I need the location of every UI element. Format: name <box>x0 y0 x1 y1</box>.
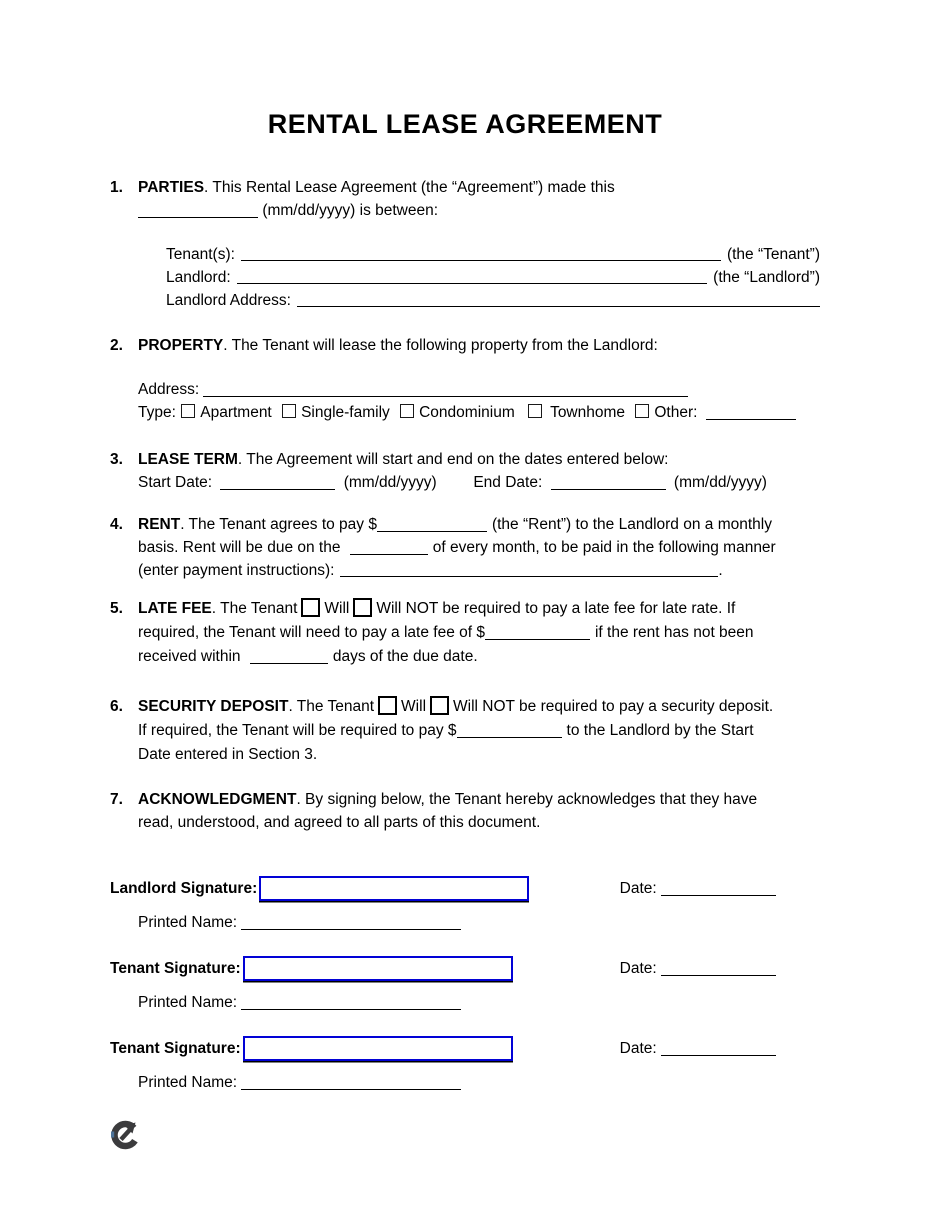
landlord-name-blank <box>237 283 708 284</box>
tenant-printed-name-blank-2 <box>241 1089 461 1090</box>
section-number: 4. <box>110 516 123 533</box>
tenant-signature-field-2[interactable] <box>243 1036 513 1061</box>
section-number: 2. <box>110 337 123 354</box>
property-type-row <box>138 401 820 424</box>
landlord-suffix: (the “Landlord”) <box>713 269 820 286</box>
parties-line1: PARTIES. This Rental Lease Agreement (the “Agreement”) made this <box>138 179 615 196</box>
security-deposit-line2: If required, the Tenant will be required to pay $ to the Landlord by the Start <box>138 722 754 739</box>
landlord-label: Landlord: <box>166 269 231 286</box>
section-number: 1. <box>110 179 123 196</box>
lease-term-dates-row <box>138 471 820 494</box>
type-label: Type: <box>138 404 176 421</box>
tenant-date-group-1 <box>620 957 776 980</box>
date-label: Date: <box>619 1040 657 1057</box>
tenant-signature-field-1[interactable] <box>243 956 513 981</box>
rent-line2: basis. Rent will be due on the of every month, to be paid in the following manner <box>138 539 776 556</box>
date-label: Date: <box>619 960 657 977</box>
section-heading: LATE FEE <box>138 600 212 617</box>
lease-term-line1: LEASE TERM. The Agreement will start and end on the dates entered below: <box>138 451 669 468</box>
tenant-printed-name-row-2 <box>138 1071 820 1094</box>
tenant-signature-row-2 <box>110 1035 820 1062</box>
late-fee-amount-blank <box>485 639 590 640</box>
late-fee-will-checkbox[interactable] <box>301 598 320 617</box>
other-type-blank <box>706 419 796 420</box>
end-date-label: End Date: <box>473 474 543 491</box>
property-address-blank <box>203 396 688 397</box>
tenant-printed-name-blank-1 <box>241 1009 461 1010</box>
section-heading: ACKNOWLEDGMENT <box>138 791 297 808</box>
security-deposit-amount-blank <box>457 737 562 738</box>
tenant-label: Tenant(s): <box>166 246 235 263</box>
security-deposit-will-not-checkbox[interactable] <box>430 696 449 715</box>
section-late-fee <box>110 597 820 669</box>
checkbox-label-townhome: Townhome <box>550 404 626 421</box>
landlord-signature-field[interactable] <box>259 876 529 901</box>
landlord-date-group <box>620 877 776 900</box>
landlord-address-label: Landlord Address: <box>166 292 291 309</box>
landlord-address-blank <box>297 306 820 307</box>
start-date-label: Start Date: <box>138 474 213 491</box>
security-deposit-will-checkbox[interactable] <box>378 696 397 715</box>
section-number: 3. <box>110 451 123 468</box>
printed-name-label: Printed Name: <box>138 994 238 1011</box>
eforms-logo-icon <box>108 1115 820 1160</box>
section-number: 5. <box>110 600 123 617</box>
section-rent <box>110 513 820 582</box>
tenant-name-blank <box>241 260 721 261</box>
section-security-deposit <box>110 695 820 767</box>
section-heading: RENT <box>138 516 181 533</box>
landlord-address-row <box>166 289 820 312</box>
property-line1: PROPERTY. The Tenant will lease the following property from the Landlord: <box>138 337 658 354</box>
landlord-signature-label: Landlord Signature: <box>110 880 258 897</box>
security-deposit-line3: Date entered in Section 3. <box>138 746 318 763</box>
property-address-row <box>138 378 820 401</box>
landlord-printed-name-blank <box>241 929 461 930</box>
tenant-date-blank-2 <box>661 1055 776 1056</box>
section-parties <box>110 176 820 312</box>
checkbox-label-other: Other: <box>654 404 698 421</box>
tenant-date-group-2 <box>620 1037 776 1060</box>
rent-amount-blank <box>377 531 487 532</box>
late-fee-line3: received within days of the due date. <box>138 648 478 665</box>
tenant-row <box>166 243 820 266</box>
late-fee-days-blank <box>250 663 328 664</box>
acknowledgment-line1: ACKNOWLEDGMENT. By signing below, the Tenant hereby acknowledges that they have <box>138 791 758 808</box>
late-fee-line2: required, the Tenant will need to pay a late fee of $ if the rent has not been <box>138 624 754 641</box>
payment-instructions-blank <box>340 576 718 577</box>
checkbox-single-family[interactable] <box>282 404 296 418</box>
section-number: 6. <box>110 698 123 715</box>
landlord-row <box>166 266 820 289</box>
parties-fields <box>166 243 820 312</box>
tenant-signature-label: Tenant Signature: <box>110 960 241 977</box>
printed-name-label: Printed Name: <box>138 1074 238 1091</box>
parties-line2: (mm/dd/yyyy) is between: <box>138 199 820 222</box>
checkbox-apartment[interactable] <box>181 404 195 418</box>
acknowledgment-line2: read, understood, and agreed to all parts of this document. <box>138 814 541 831</box>
security-deposit-line1: SECURITY DEPOSIT. The Tenant Will Will NOT be required to pay a security deposit. <box>138 698 774 715</box>
start-date-blank <box>220 489 335 490</box>
tenant-date-blank-1 <box>661 975 776 976</box>
landlord-signature-row <box>110 875 820 902</box>
section-heading: PARTIES <box>138 179 205 196</box>
section-number: 7. <box>110 791 123 808</box>
rent-line1: RENT. The Tenant agrees to pay $ (the “Rent”) to the Landlord on a monthly <box>138 516 772 533</box>
rent-due-day-blank <box>350 554 428 555</box>
checkbox-other[interactable] <box>635 404 649 418</box>
printed-name-label: Printed Name: <box>138 914 238 931</box>
tenant-signature-row-1 <box>110 955 820 982</box>
start-date-format: (mm/dd/yyyy) <box>343 474 437 491</box>
rent-line3: (enter payment instructions): . <box>138 562 723 579</box>
late-fee-line1: LATE FEE. The Tenant Will Will NOT be required to pay a late fee for late rate. If <box>138 600 736 617</box>
date-label: Date: <box>619 880 657 897</box>
page-title: RENTAL LEASE AGREEMENT <box>267 109 663 139</box>
address-label: Address: <box>138 381 200 398</box>
end-date-format: (mm/dd/yyyy) <box>673 474 767 491</box>
section-lease-term <box>110 448 820 494</box>
end-date-blank <box>551 489 666 490</box>
checkbox-label-condominium: Condominium <box>419 404 515 421</box>
agreement-date-blank <box>138 217 258 218</box>
landlord-printed-name-row <box>138 911 820 934</box>
checkbox-condominium[interactable] <box>400 404 414 418</box>
checkbox-label-single-family: Single-family <box>301 404 390 421</box>
landlord-date-blank <box>661 895 776 896</box>
checkbox-townhome[interactable] <box>528 404 542 418</box>
section-heading: SECURITY DEPOSIT <box>138 698 289 715</box>
property-fields <box>138 378 820 424</box>
section-property <box>110 334 820 424</box>
tenant-suffix: (the “Tenant”) <box>726 246 820 263</box>
section-heading: LEASE TERM <box>138 451 238 468</box>
tenant-printed-name-row-1 <box>138 991 820 1014</box>
tenant-signature-label: Tenant Signature: <box>110 1040 241 1057</box>
section-heading: PROPERTY <box>138 337 224 354</box>
late-fee-will-not-checkbox[interactable] <box>353 598 372 617</box>
signature-block <box>110 875 820 1094</box>
checkbox-label-apartment: Apartment <box>200 404 272 421</box>
section-acknowledgment <box>110 788 820 834</box>
